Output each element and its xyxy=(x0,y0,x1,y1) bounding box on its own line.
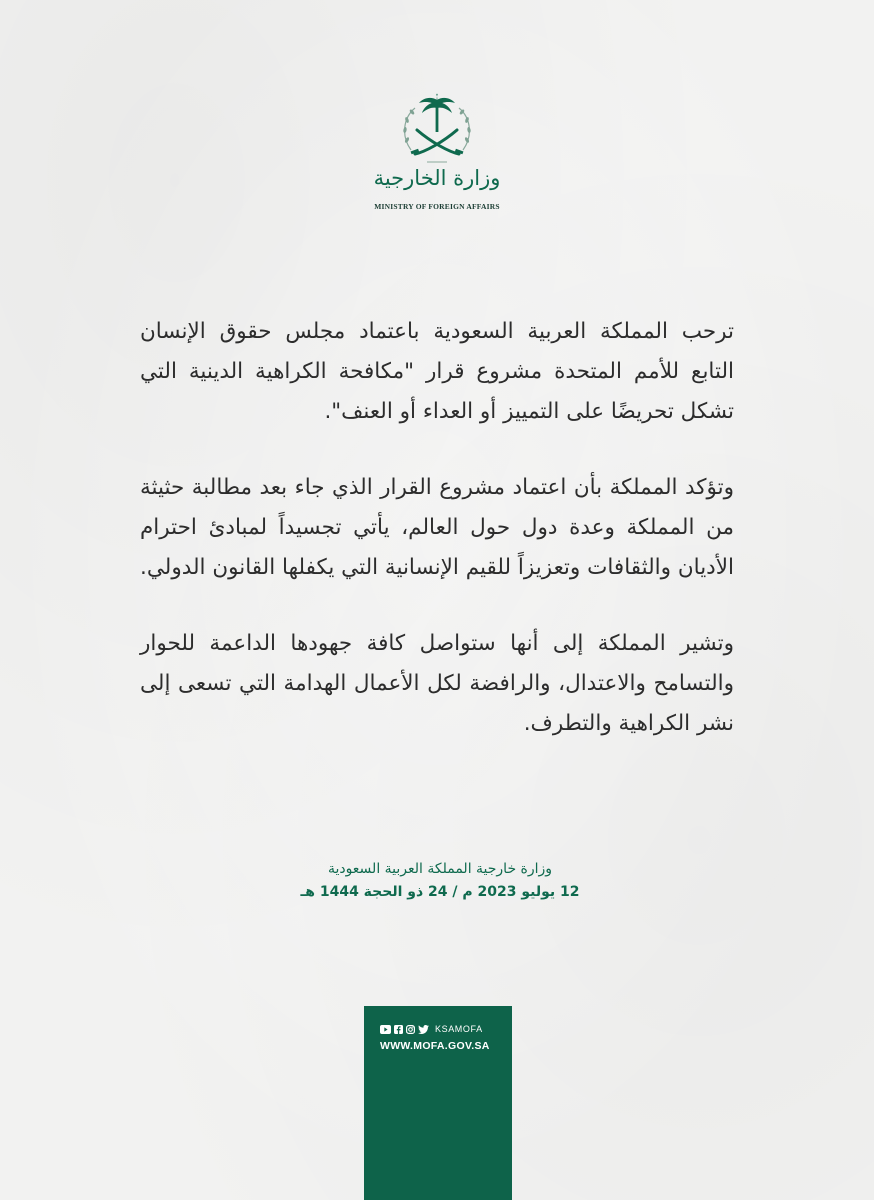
ministry-logo xyxy=(372,92,502,220)
signature-organization: وزارة خارجية المملكة العربية السعودية xyxy=(327,861,553,877)
ministry-name-english: MINISTRY OF FOREIGN AFFAIRS xyxy=(374,202,500,211)
youtube-icon[interactable] xyxy=(380,1025,391,1034)
facebook-icon[interactable] xyxy=(394,1025,403,1034)
statement-paragraph-2: وتؤكد المملكة بأن اعتماد مشروع القرار الذي جاء بعد مطالبة حثيثة من المملكة وعدة دول حول العالم، يأتي تجسيداً لمبادئ احترام الأديان والثقافات وتعزيزاً للقيم الإنسانية التي يكفلها القانون الدولي. xyxy=(140,475,734,580)
instagram-icon[interactable] xyxy=(406,1025,415,1034)
signature-date: 12 يوليو 2023 م / 24 ذو الحجة 1444 هـ xyxy=(300,884,580,900)
statement-body xyxy=(140,312,734,780)
palm-and-crossed-swords-emblem xyxy=(397,92,477,170)
social-handle[interactable]: KSAMOFA xyxy=(435,1024,483,1034)
statement-paragraph-3: وتشير المملكة إلى أنها ستواصل كافة جهودها الداعمة للحوار والتسامح والاعتدال، والرافضة لكل الأعمال الهدامة التي تسعى إلى نشر الكراهية والتطرف. xyxy=(140,631,734,736)
twitter-icon[interactable] xyxy=(418,1025,429,1034)
statement-paragraph-1: ترحب المملكة العربية السعودية باعتماد مجلس حقوق الإنسان التابع للأمم المتحدة مشروع قرار "مكافحة الكراهية الدينية التي تشكل تحريضًا على التمييز أو العداء أو العنف". xyxy=(140,319,734,424)
website-link[interactable]: WWW.MOFA.GOV.SA xyxy=(380,1040,490,1052)
ministry-name-arabic: وزارة الخارجية xyxy=(373,166,501,190)
signature-block xyxy=(280,858,600,904)
footer-contact-box xyxy=(364,1006,512,1200)
social-media-row xyxy=(380,1023,483,1035)
